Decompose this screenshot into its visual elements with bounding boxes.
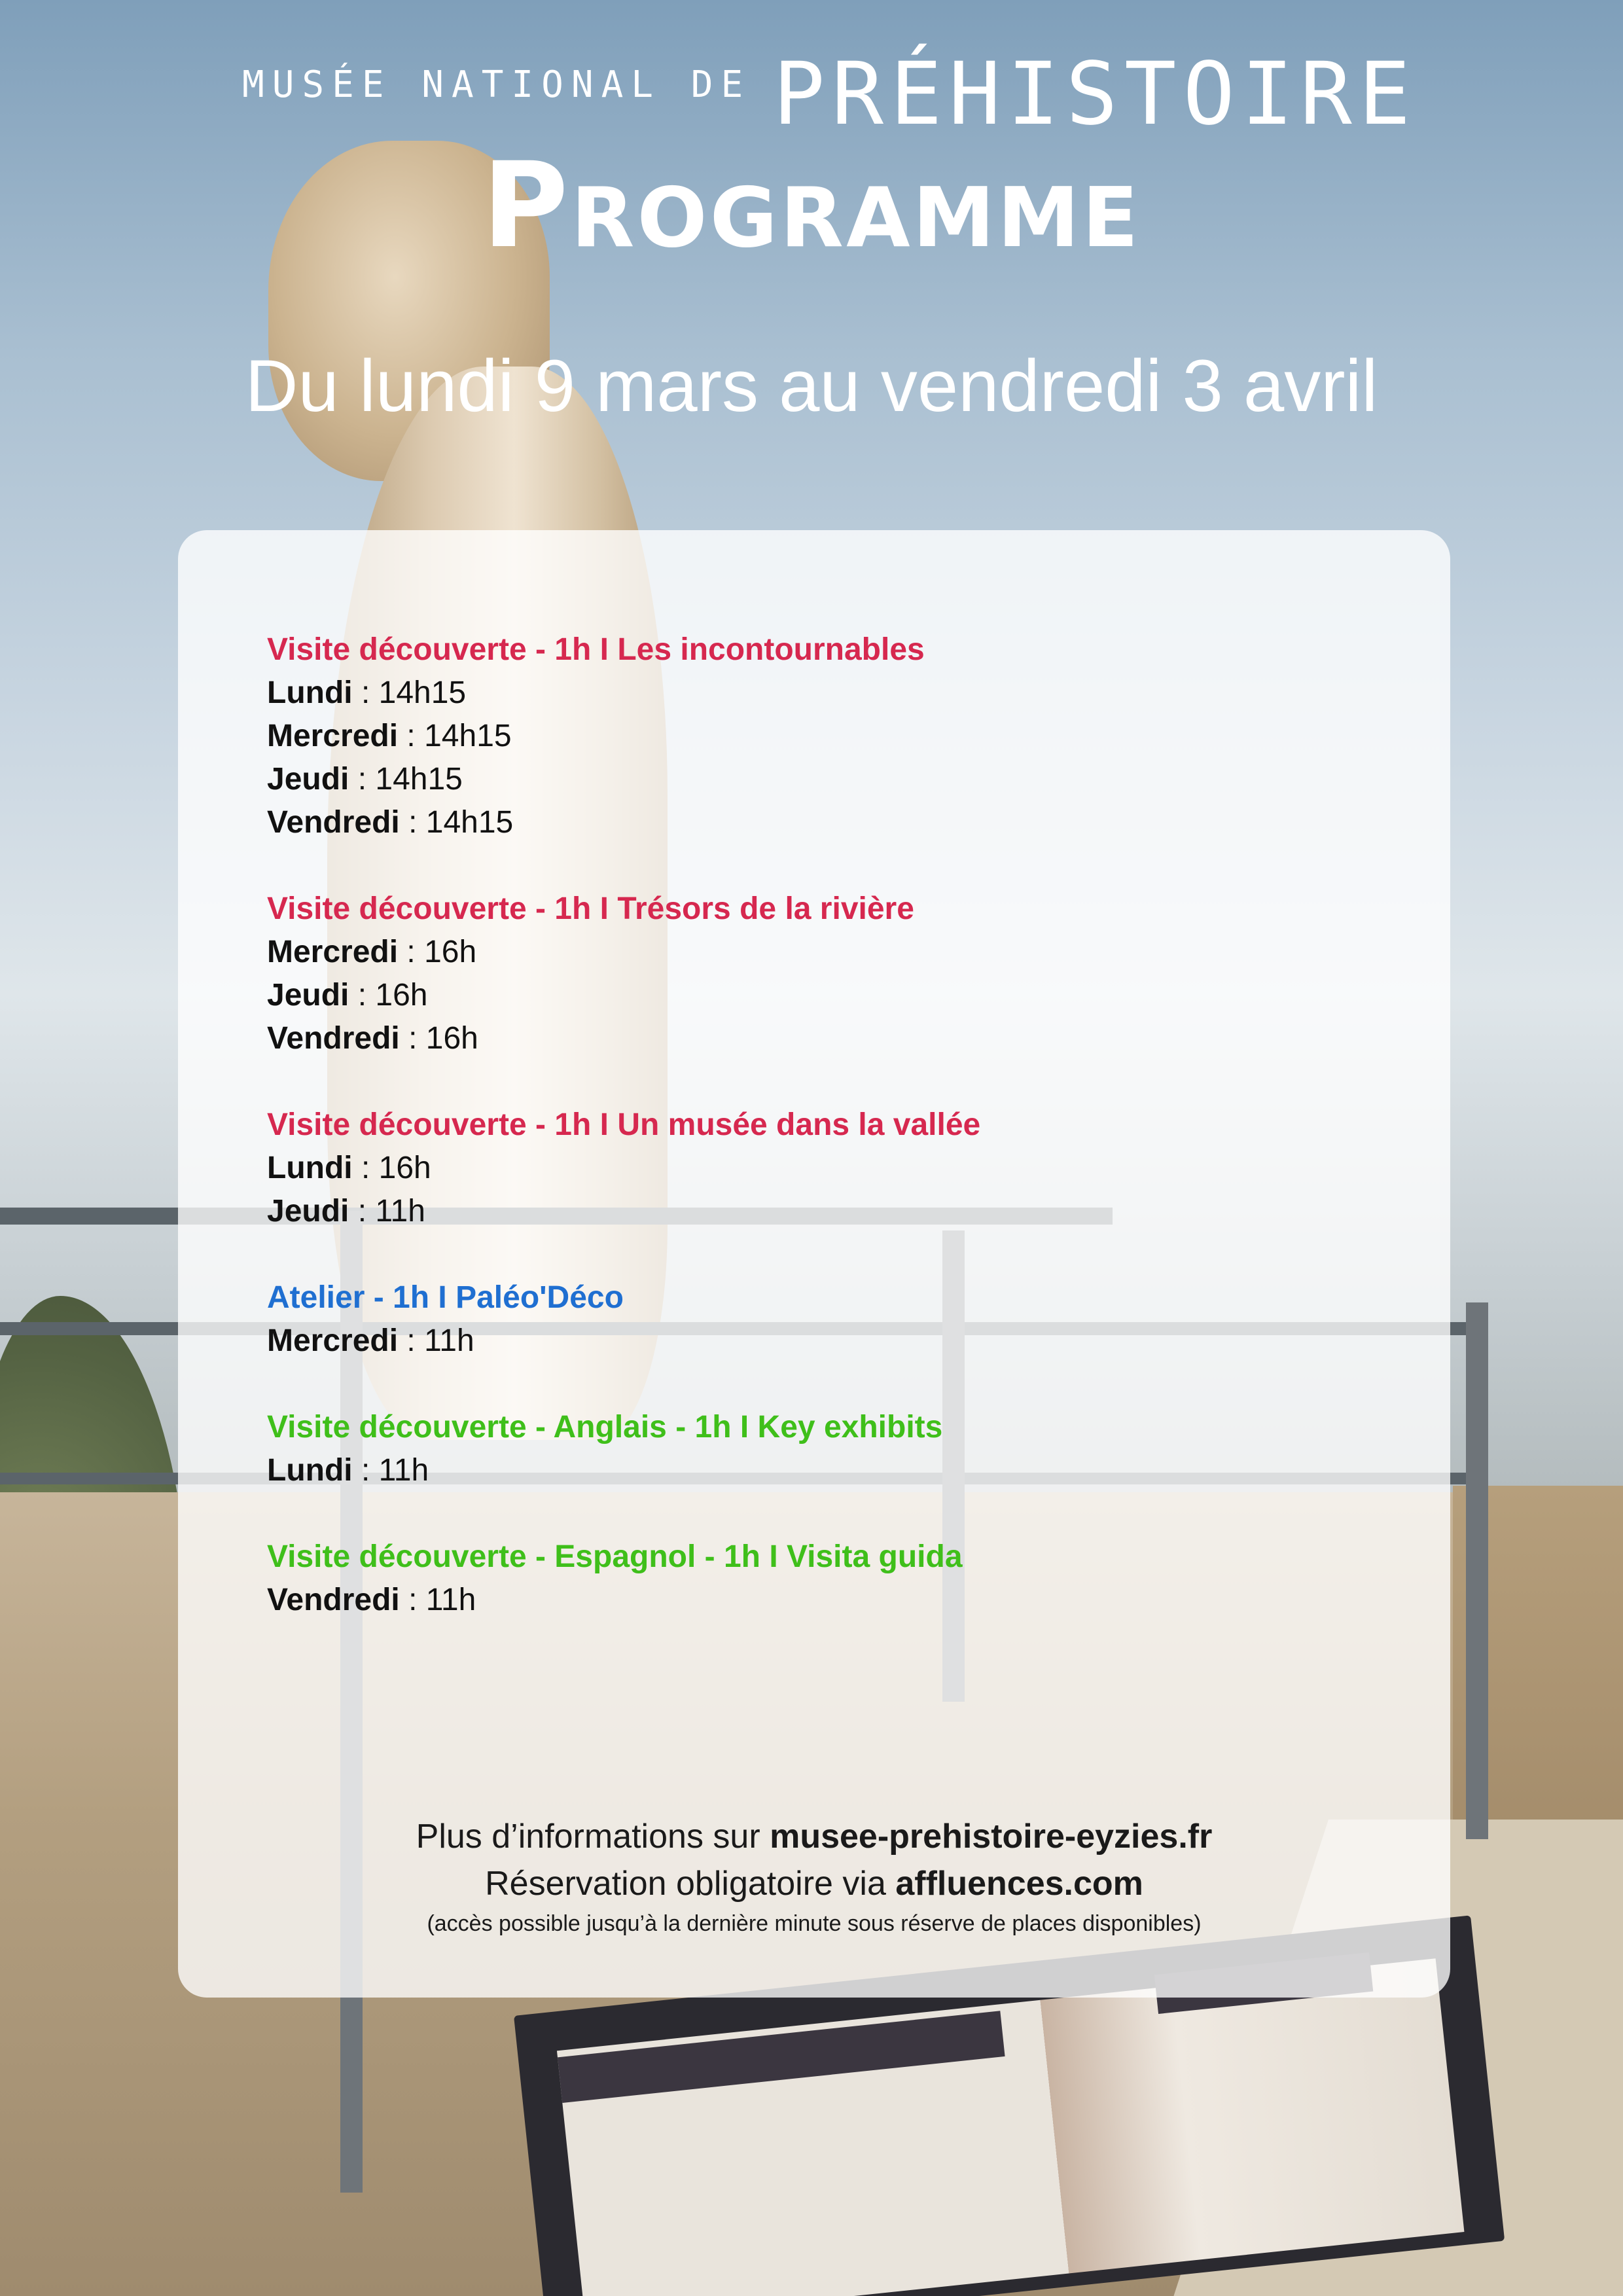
event-block xyxy=(267,1103,1419,1233)
page-title: Programme xyxy=(482,137,1141,274)
slot-time: 11h xyxy=(424,1323,474,1358)
event-block xyxy=(267,888,1419,1060)
slot-separator: : xyxy=(399,805,426,840)
info-website-link[interactable]: musee-prehistoire-eyzies.fr xyxy=(770,1818,1213,1856)
footer-info xyxy=(178,1813,1450,1940)
slot-separator: : xyxy=(349,1194,376,1229)
booking-line xyxy=(178,1860,1450,1907)
event-slot xyxy=(267,801,1419,844)
event-slot xyxy=(267,715,1419,758)
slot-day: Vendredi xyxy=(267,1583,400,1617)
slot-day: Mercredi xyxy=(267,935,399,969)
event-slot xyxy=(267,1147,1419,1190)
museum-name: PRÉHISTOIRE xyxy=(773,44,1418,145)
slot-day: Mercredi xyxy=(267,1323,399,1358)
event-block xyxy=(267,1535,1419,1622)
event-slot xyxy=(267,1319,1419,1363)
event-title: Visite découverte - 1h I Trésors de la rivière xyxy=(267,891,914,926)
slot-day: Jeudi xyxy=(267,762,349,797)
event-slot xyxy=(267,931,1419,974)
event-title: Visite découverte - 1h I Un musée dans la vallée xyxy=(267,1107,981,1142)
slot-time: 11h xyxy=(375,1194,425,1229)
event-slot xyxy=(267,1017,1419,1060)
slot-time: 16h xyxy=(378,1151,431,1185)
slot-day: Jeudi xyxy=(267,1194,349,1229)
slot-separator: : xyxy=(399,1021,426,1056)
slot-day: Vendredi xyxy=(267,805,400,840)
access-note: (accès possible jusqu’à la dernière minute sous réserve de places disponibles) xyxy=(427,1911,1202,1936)
museum-logo xyxy=(242,44,1418,149)
slot-separator: : xyxy=(349,978,376,1013)
slot-separator: : xyxy=(349,762,376,797)
event-slot xyxy=(267,974,1419,1017)
slot-day: Jeudi xyxy=(267,978,349,1013)
slot-time: 14h15 xyxy=(424,719,512,753)
event-title: Visite découverte - Espagnol - 1h I Visita guida xyxy=(267,1539,963,1574)
slot-separator: : xyxy=(352,1151,379,1185)
slot-time: 16h xyxy=(424,935,477,969)
slot-time: 11h xyxy=(425,1583,476,1617)
event-block xyxy=(267,628,1419,844)
event-slot xyxy=(267,672,1419,715)
railing-post xyxy=(1466,1302,1488,1839)
slot-separator: : xyxy=(352,1453,379,1488)
event-slot xyxy=(267,1190,1419,1233)
schedule-list xyxy=(267,628,1419,1665)
programme-panel xyxy=(178,530,1450,1998)
slot-day: Mercredi xyxy=(267,719,399,753)
slot-time: 14h15 xyxy=(375,762,463,797)
event-slot xyxy=(267,1449,1419,1492)
slot-separator: : xyxy=(398,719,425,753)
slot-separator: : xyxy=(352,675,379,710)
slot-time: 11h xyxy=(378,1453,429,1488)
slot-separator: : xyxy=(398,935,425,969)
slot-time: 16h xyxy=(375,978,428,1013)
event-title: Visite découverte - 1h I Les incontournables xyxy=(267,632,925,667)
slot-day: Lundi xyxy=(267,1151,353,1185)
info-line xyxy=(178,1813,1450,1860)
event-block xyxy=(267,1276,1419,1363)
slot-time: 14h15 xyxy=(378,675,467,710)
event-title: Visite découverte - Anglais - 1h I Key exhibits xyxy=(267,1410,943,1444)
booking-prefix: Réservation obligatoire via xyxy=(485,1865,896,1903)
slot-separator: : xyxy=(398,1323,425,1358)
event-block xyxy=(267,1406,1419,1492)
date-range: Du lundi 9 mars au vendredi 3 avril xyxy=(245,345,1378,427)
event-title: Atelier - 1h I Paléo'Déco xyxy=(267,1280,624,1315)
slot-day: Lundi xyxy=(267,675,353,710)
event-slot xyxy=(267,1579,1419,1622)
slot-time: 14h15 xyxy=(425,805,514,840)
info-prefix: Plus d’informations sur xyxy=(416,1818,770,1856)
slot-time: 16h xyxy=(425,1021,478,1056)
sign-face xyxy=(557,1958,1465,2296)
slot-day: Lundi xyxy=(267,1453,353,1488)
slot-day: Vendredi xyxy=(267,1021,400,1056)
museum-prefix: MUSÉE NATIONAL DE xyxy=(242,63,751,106)
booking-website-link[interactable]: affluences.com xyxy=(895,1865,1143,1903)
event-slot xyxy=(267,758,1419,801)
slot-separator: : xyxy=(399,1583,426,1617)
